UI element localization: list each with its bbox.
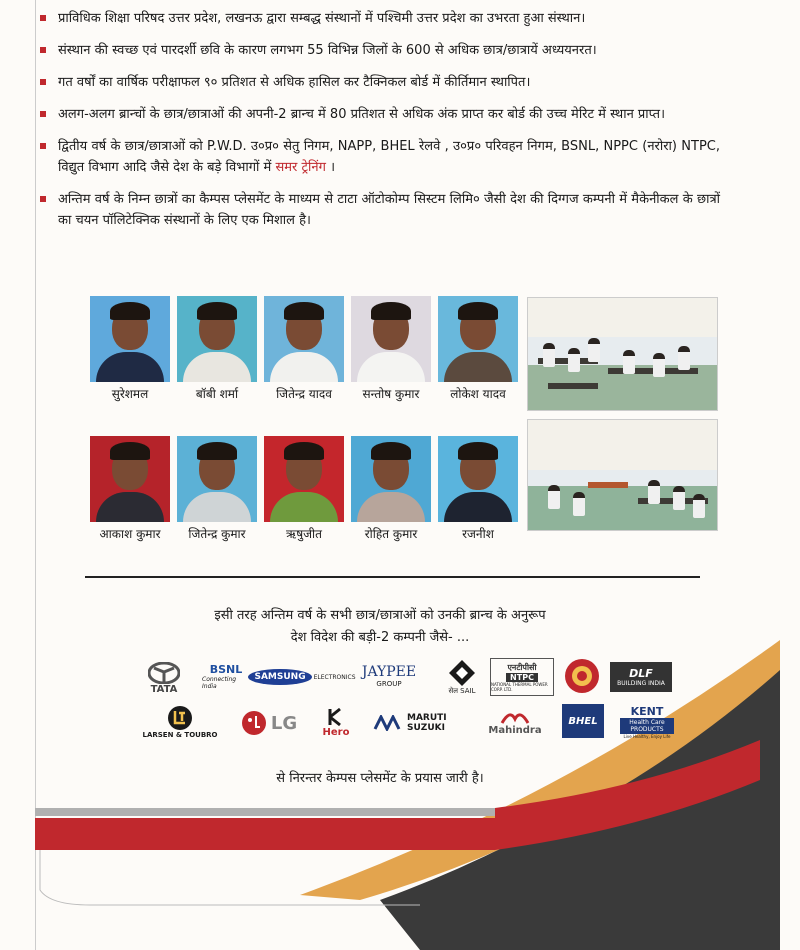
placement-text-line2: देश विदेश की बड़ी-2 कम्पनी जैसे- ... (290, 630, 470, 645)
lg-emblem-icon (241, 710, 267, 736)
bullet-item (40, 136, 720, 178)
sail-emblem-icon (448, 659, 476, 687)
lg-logo: LG (232, 708, 306, 738)
bullet-marker-icon (40, 47, 46, 53)
student-name: लोकेश यादव (450, 387, 506, 401)
bullet-item (40, 189, 720, 231)
bullet-item (40, 72, 720, 93)
maruti-emblem-icon (373, 715, 403, 731)
student-photo (264, 296, 344, 382)
bullet-item (40, 104, 720, 125)
kent-logo: KENT Health Care PRODUCTS Live Healthy, Enjoy Life (620, 700, 674, 744)
student-card (177, 436, 257, 542)
student-card (177, 296, 257, 402)
student-name: रजनीश (462, 527, 494, 541)
student-photo (351, 436, 431, 522)
placement-text-line3: से निरन्तर केम्पस प्लेसमेंट के प्रयास जारी है। (276, 771, 484, 786)
jaypee-logo: JAYPEE GROUP (361, 664, 417, 688)
summer-training-highlight: समर ट्रेनिंग (275, 160, 326, 175)
student-photo-row (90, 296, 525, 402)
student-name: सन्तोष कुमार (362, 387, 420, 401)
student-photo (90, 436, 170, 522)
student-photo (177, 436, 257, 522)
maruti-suzuki-logo: MARUTI SUZUKI (368, 712, 468, 734)
bullet-marker-icon (40, 196, 46, 202)
bullet-marker-icon (40, 79, 46, 85)
student-name: जितेन्द्र कुमार (188, 527, 246, 541)
student-card (438, 296, 518, 402)
student-name: आकाश कुमार (99, 527, 161, 541)
student-card (90, 296, 170, 402)
student-photo (264, 436, 344, 522)
bsnl-logo: BSNL Connecting India (202, 662, 243, 690)
ntpc-logo: एनटीपीसी NTPC NATIONAL THERMAL POWER CORP. LTD. (490, 658, 554, 696)
student-photo-row (90, 436, 525, 542)
bullet-text: द्वितीय वर्ष के छात्र/छात्राओं को P.W.D. उ०प्र० सेतु निगम, NAPP, BHEL रेलवे , उ०प्र० परिवहन निगम, BSNL, NPPC (नरोरा) NTPC, विद्युत विभाग आदि जैसे देश के बड़े विभागों में समर ट्रेनिंग । (58, 139, 720, 175)
student-photo (177, 296, 257, 382)
student-photo (438, 296, 518, 382)
student-name: सुरेशमल (111, 387, 149, 401)
student-card (351, 296, 431, 402)
indian-railways-logo (562, 656, 602, 696)
student-photo (438, 436, 518, 522)
student-name: जितेन्द्र यादव (276, 387, 332, 401)
student-name: ऋषुजीत (285, 527, 323, 541)
mahindra-logo: Mahindra (478, 704, 552, 740)
samsung-logo: SAMSUNG ELECTRONICS (256, 666, 348, 688)
indian-railways-emblem-icon (564, 658, 600, 694)
student-photo (90, 296, 170, 382)
bullet-text: संस्थान की स्वच्छ एवं पारदर्शी छवि के कारण लगभग 55 विभिन्न जिलों के 600 से अधिक छात्र/छात्रायें अध्ययनरत। (58, 43, 597, 58)
section-divider (85, 576, 700, 578)
bullet-item (40, 40, 720, 61)
student-name: बॉबी शर्मा (195, 387, 239, 401)
bullet-text: प्राविधिक शिक्षा परिषद उत्तर प्रदेश, लखनऊ द्वारा सम्बद्ध संस्थानों में पश्चिमी उत्तर प्रदेश का उभरता हुआ संस्थान। (58, 11, 586, 26)
bullet-marker-icon (40, 143, 46, 149)
placement-text-line1: इसी तरह अन्तिम वर्ष के सभी छात्र/छात्राओं को उनकी ब्रान्च के अनुरूप (214, 608, 546, 623)
larsen-toubro-logo: LARSEN & TOUBRO (140, 702, 220, 742)
student-card (264, 436, 344, 542)
tata-emblem-icon (148, 662, 180, 684)
hero-emblem-icon (328, 707, 344, 727)
bullet-text: अन्तिम वर्ष के निम्न छात्रों का कैम्पस प्लेसमेंट के माध्यम से टाटा ऑटोकोम्प सिस्टम लिमि० जैसी देश की दिग्गज कम्पनी में मैकेनीकल के छात्रों का चयन पॉलिटेक्निक संस्थानों के लिए एक मिशाल है। (58, 192, 720, 228)
student-card (351, 436, 431, 542)
student-card (264, 296, 344, 402)
exam-hall-photo (527, 297, 718, 411)
feature-bullet-list (40, 8, 720, 242)
dlf-logo: DLF BUILDING INDIA (610, 662, 672, 692)
bullet-item (40, 8, 720, 29)
student-card (90, 436, 170, 542)
student-card (438, 436, 518, 542)
student-name: रोहित कुमार (364, 527, 418, 541)
bullet-marker-icon (40, 111, 46, 117)
bullet-text: अलग-अलग ब्रान्चों के छात्र/छात्राओं की अपनी-2 ब्रान्च में 80 प्रतिशत से अधिक अंक प्राप्त कर बोर्ड की उच्च मेरिट में स्थान प्राप्त। (58, 107, 666, 122)
bullet-marker-icon (40, 15, 46, 21)
student-photo (351, 296, 431, 382)
sail-logo: सेल SAIL (440, 656, 484, 698)
mahindra-emblem-icon (500, 709, 530, 725)
bullet-text: गत वर्षों का वार्षिक परीक्षाफल ९० प्रतिशत से अधिक हासिल कर टैक्निकल बोर्ड में कीर्तिमान स्थापित। (58, 75, 531, 90)
classroom-photo (527, 419, 718, 531)
hero-logo: Hero (318, 702, 354, 742)
lt-emblem-icon (167, 705, 193, 731)
tata-logo: TATA (140, 658, 188, 698)
bhel-logo: BHEL (562, 704, 604, 738)
